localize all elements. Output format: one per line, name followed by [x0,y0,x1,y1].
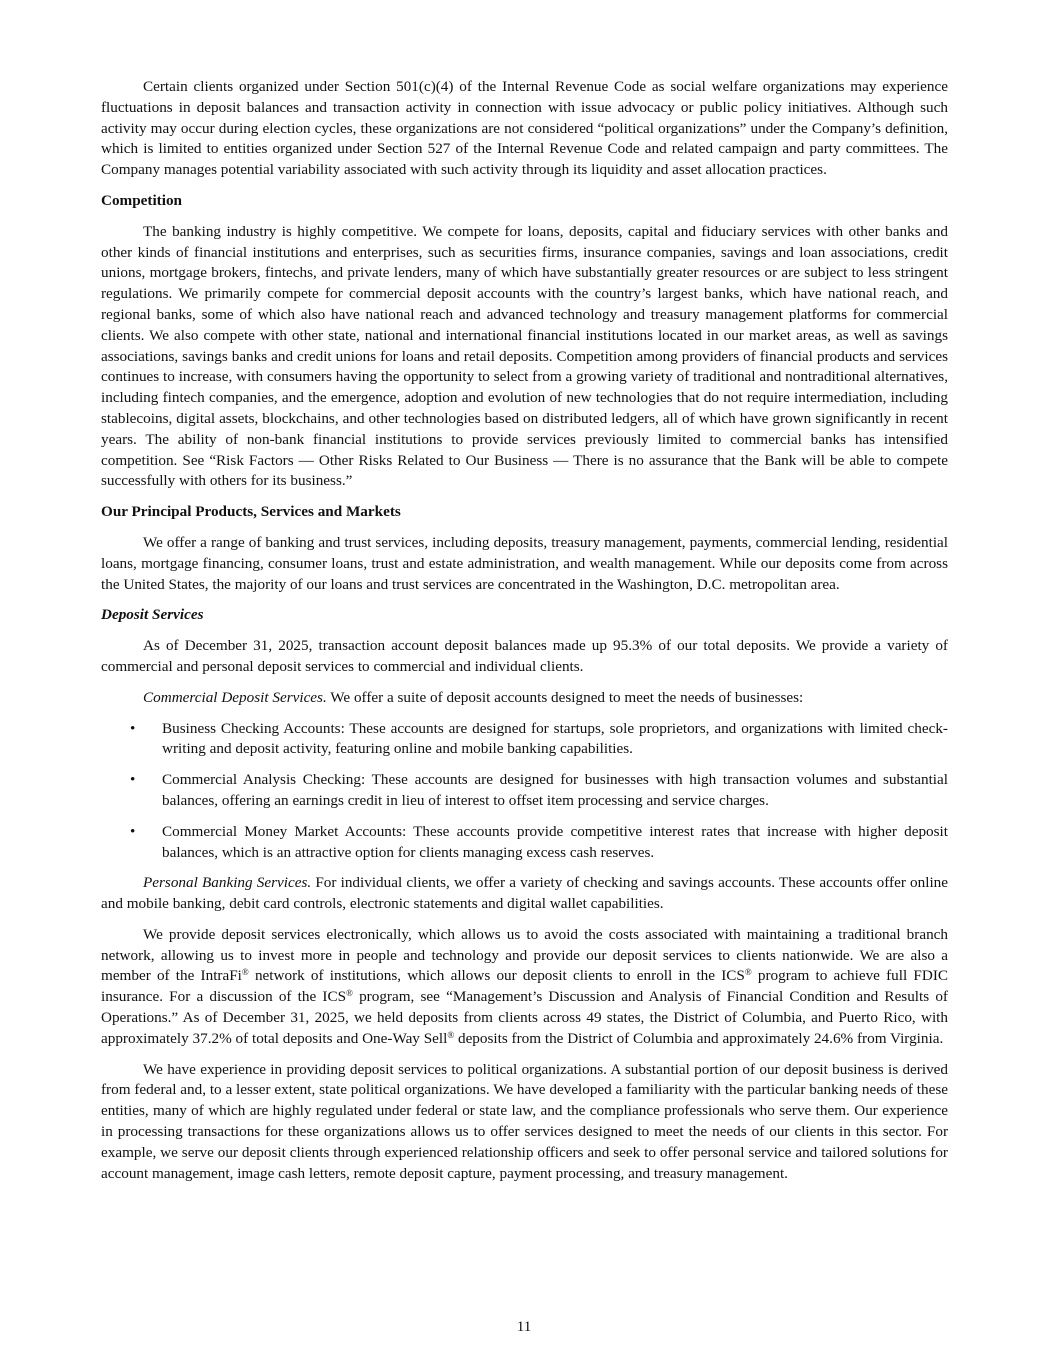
paragraph-commercial-deposit-services [101,688,948,709]
registered-mark: ® [447,1029,455,1040]
section-heading-products-services-markets: Our Principal Products, Services and Markets [101,503,401,521]
paragraph-personal-banking-services [101,873,948,915]
list-item-business-checking: • Business Checking Accounts: These accounts are designed for startups, sole proprietors, and organizations with limited check-writing and deposit activity, featuring online and mobile banking capabilities. [130,719,948,758]
subsection-heading-deposit-services: Deposit Services [101,606,204,624]
commercial-deposit-text: We offer a suite of deposit accounts designed to meet the needs of businesses: [326,688,804,706]
registered-mark: ® [744,967,752,978]
page-number: 11 [516,1318,532,1335]
commercial-accounts-list [101,719,948,864]
registered-mark: ® [346,988,353,999]
paragraph-deposit-overview: As of December 31, 2025, transaction account deposit balances made up 95.3% of our total deposits. We provide a variety of commercial and personal deposit services to commercial and individual clients. [101,637,948,675]
paragraph-electronic-deposit-services: We provide deposit services electronically, which allows us to avoid the costs associated with maintaining a traditional branch network, allowing us to invest more in people and technology and provide our deposit services to clients nationwide. We are also a member of the IntraFi® network of institutions, which allows our deposit clients to enroll in the ICS® program to achieve full FDIC insurance. For a discussion of the ICS® program, see “Management’s Discussion and Analysis of Financial Condition and Results of Operations.” As of December 31, 2025, we held deposits from clients across 49 states, the District of Columbia, and Puerto Rico, with approximately 37.2% of total deposits and One-Way Sell® deposits from the District of Columbia and approximately 24.6% from Virginia. [101,925,949,1047]
bullet-icon: • [130,822,136,840]
paragraph-501c4-clients: Certain clients organized under Section 501(c)(4) of the Internal Revenue Code as social welfare organizations may experience fluctuations in deposit balances and transaction activity in connection with issue advocacy or public policy initiatives. Although such activity may occur during election cycles, these organizations are not considered “political organizations” under the Company’s definition, which is limited to entities organized under Section 527 of the Internal Revenue Code and related campaign and party committees. The Company manages potential variability associated with such activity through its liquidity and asset allocation practices. [101,78,948,179]
personal-banking-lead: Personal Banking Services. [143,874,312,892]
section-heading-competition: Competition [101,191,182,209]
paragraph-competition: The banking industry is highly competitive. We compete for loans, deposits, capital and fiduciary services with other banks and other kinds of financial institutions and enterprises, such as securities firms, insurance companies, savings and loan associations, credit unions, mortgage brokers, fintechs, and private lenders, many of which have substantially greater resources or are subject to less stringent regulations. We primarily compete for commercial deposit accounts with the country’s largest banks, which have national reach, and regional banks, some of which also have national reach and advanced technology and treasury management platforms for commercial clients. We also compete with other state, national and international financial institutions located in our market areas, as well as savings associations, savings banks and credit unions for loans and retail deposits. Competition among providers of financial products and services continues to increase, with consumers having the opportunity to select from a growing variety of traditional and nontraditional alternatives, including fintech companies, and the emergence, adoption and evolution of new technologies that do not require intermediation, including stablecoins, digital assets, blockchains, and other technologies based on distributed ledgers, all of which have grown significantly in recent years. The ability of non-bank financial institutions to provide services previously limited to commercial banks has intensified competition. See “Risk Factors — Other Risks Related to Our Business — There is no assurance that the Bank will be able to compete successfully with others for its business.” [101,222,948,490]
paragraph-products-services: We offer a range of banking and trust services, including deposits, treasury management, payments, commercial lending, residential loans, mortgage financing, consumer loans, trust and estate administration, and wealth management. While our deposits come from across the United States, the majority of our loans and trust services are concentrated in the Washington, D.C. metropolitan area. [101,533,948,593]
commercial-deposit-lead: Commercial Deposit Services. [143,688,327,706]
personal-banking-text: For individual clients, we offer a variety of checking and savings accounts. These accounts offer online and mobile banking, debit card controls, electronic statements and digital wallet capabilities. [101,874,948,913]
bullet-icon: • [130,719,136,737]
document-page [101,77,948,1194]
bullet-icon: • [130,771,136,789]
list-item-commercial-analysis-checking: • Commercial Analysis Checking: These accounts are designed for businesses with high transaction volumes and substantial balances, offering an earnings credit in lieu of interest to offset item processing and service charges. [130,771,948,809]
paragraph-political-organizations: We have experience in providing deposit services to political organizations. A substantial portion of our deposit business is derived from federal and, to a lesser extent, state political organizations. We have developed a familiarity with the particular banking needs of these entities, many of which are highly regulated under federal or state law, and the compliance professionals who serve them. Our experience in processing transactions for these organizations allows us to offer services designed to meet the needs of our clients in this sector. For example, we serve our deposit clients through experienced relationship officers and seek to offer personal service and tailored solutions for account management, image cash letters, remote deposit capture, payment processing, and treasury management. [101,1060,948,1182]
list-item-commercial-money-market: • Commercial Money Market Accounts: These accounts provide competitive interest rates that increase with higher deposit balances, which is an attractive option for clients managing excess cash reserves. [130,822,948,861]
registered-mark: ® [241,967,249,978]
